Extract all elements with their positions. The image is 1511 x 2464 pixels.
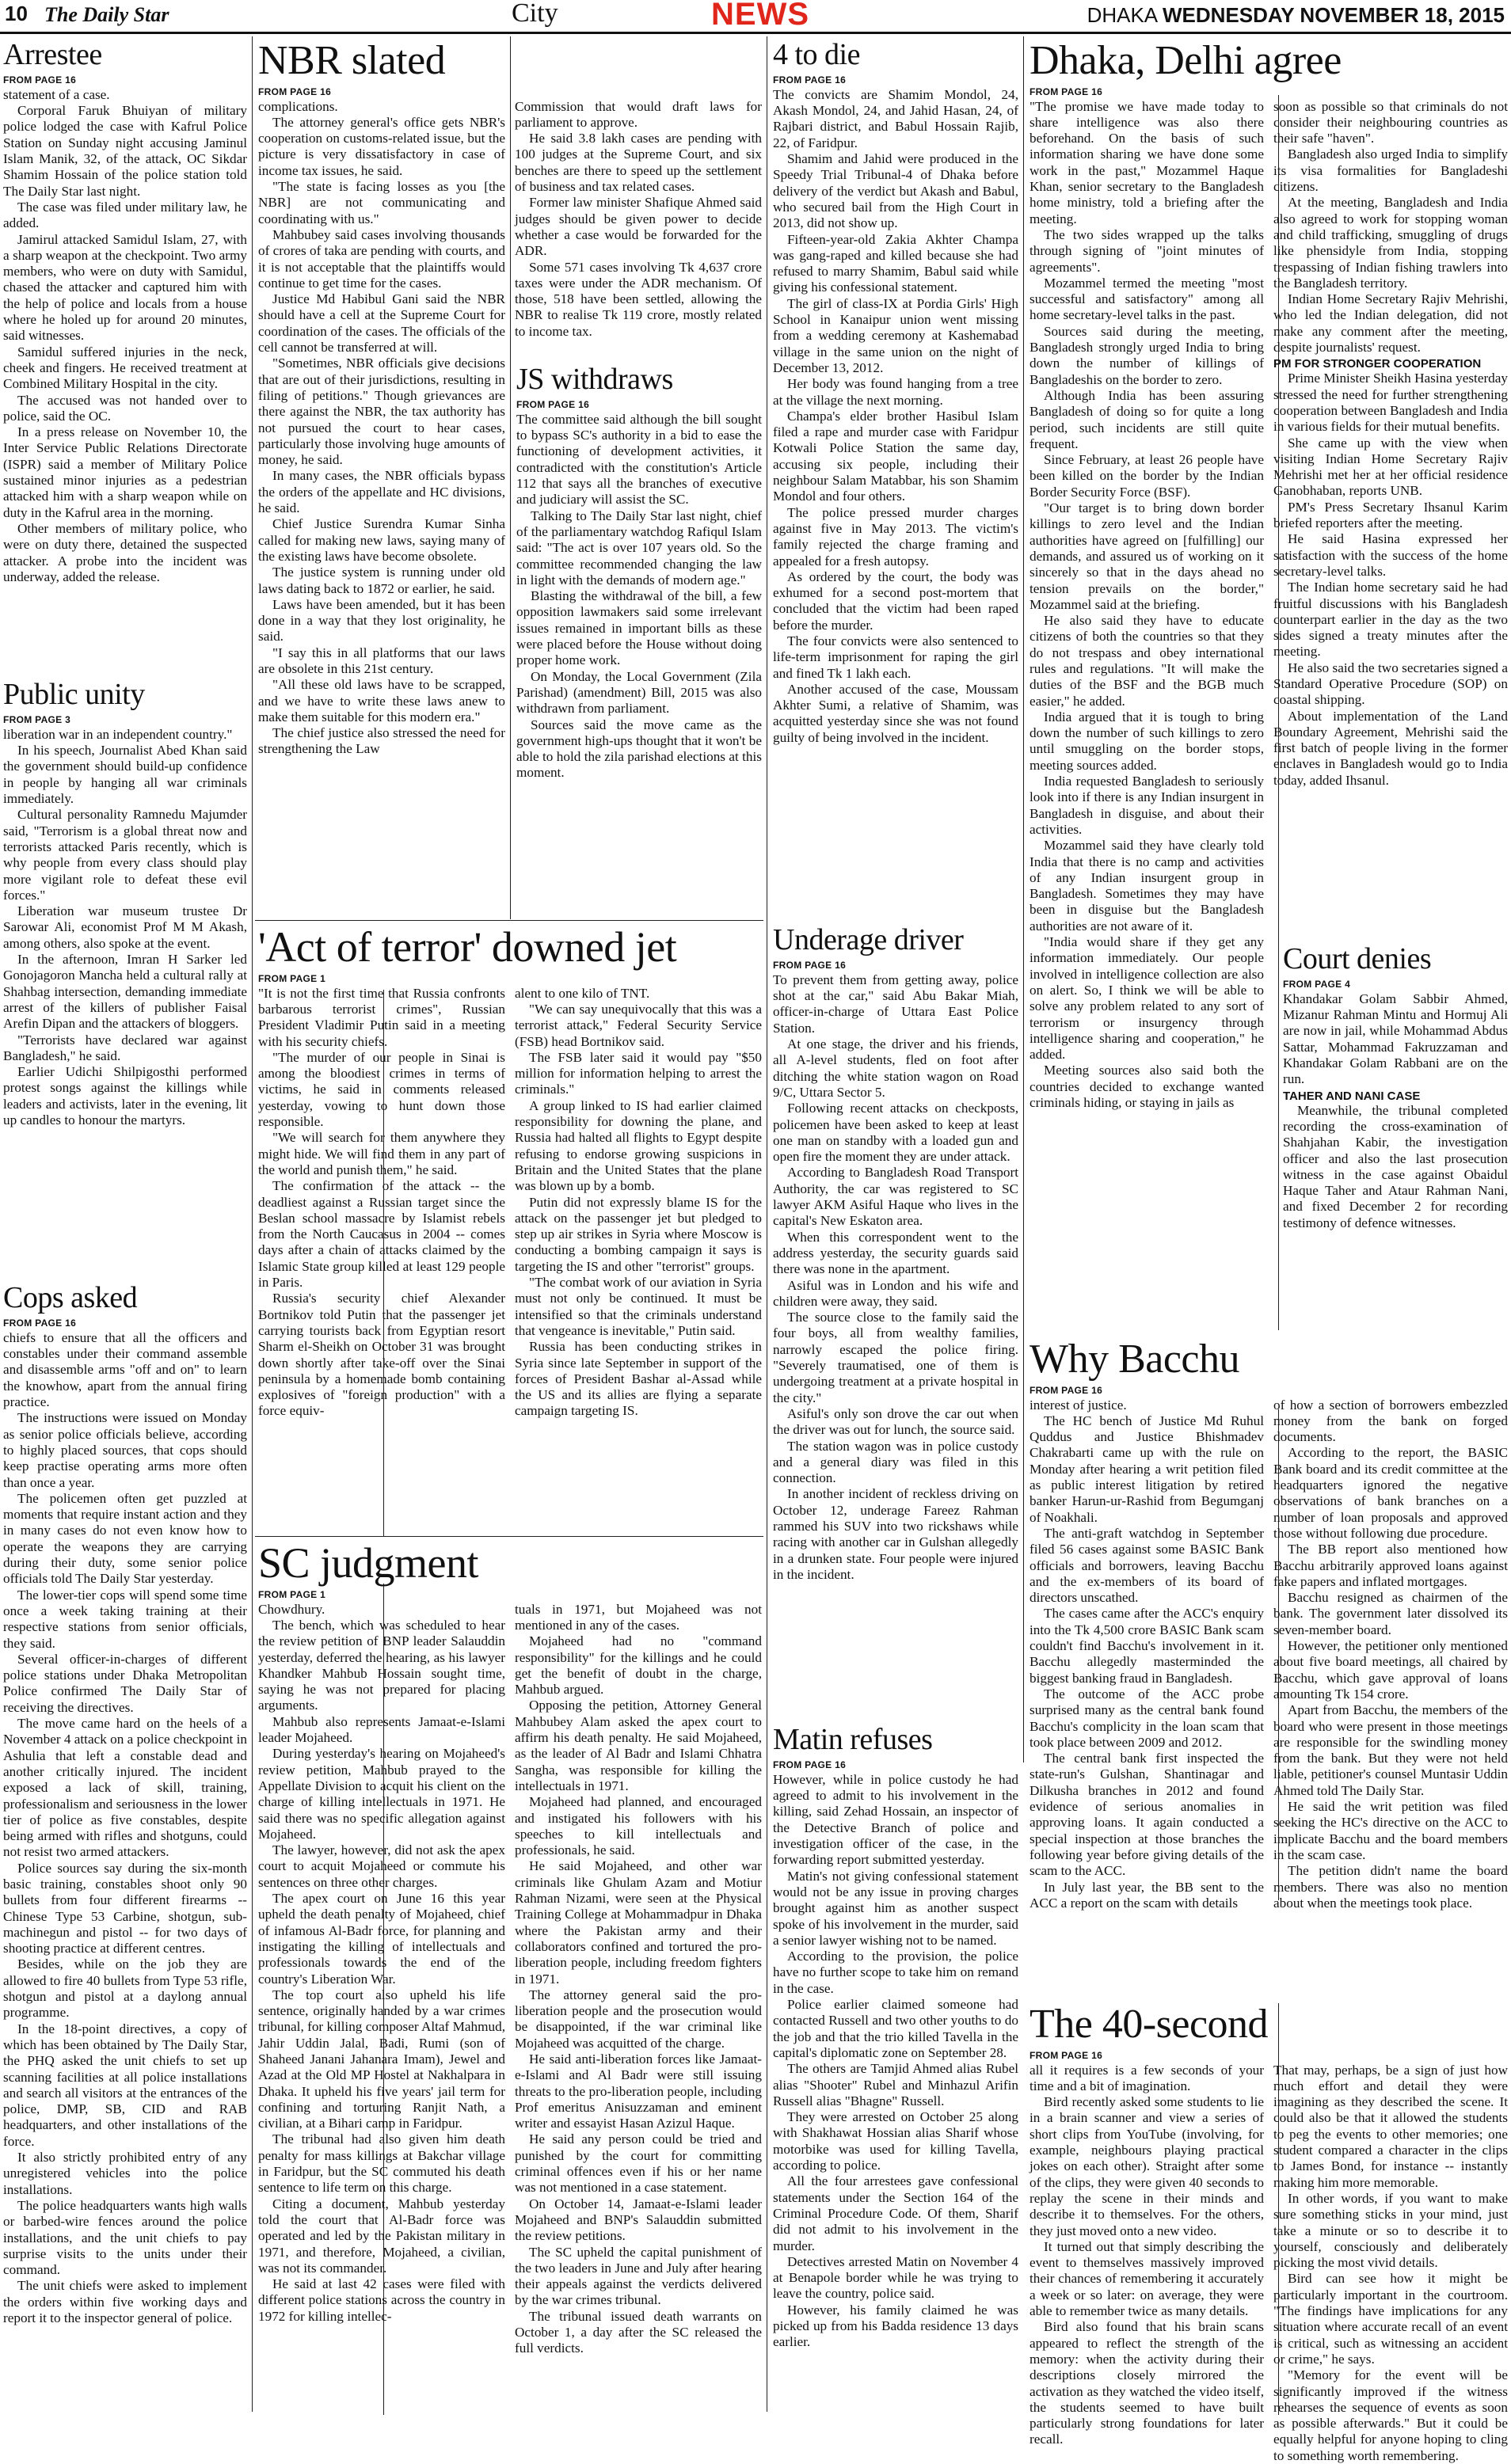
paragraph: The case was filed under military law, he added. [3, 199, 247, 231]
story-body [1030, 1397, 1508, 1912]
paragraph: Although India has been assuring Bangladesh of doing so for quite a long period, such incidents are still quite frequent. [1030, 387, 1264, 451]
jump-line: FROM PAGE 16 [3, 1317, 77, 1329]
paragraph: Earlier Udichi Shilpigosthi performed protest songs against the killings while leaders and activists, later in the evening, lit up candles to honour the martyrs. [3, 1064, 247, 1128]
paragraph: The petition didn't name the board members. There was also no mention about when the meetings took place. [1273, 1863, 1508, 1911]
paragraph: The four convicts were also sentenced to life-term imprisonment for raping the girl and fined Tk 1 lakh each. [773, 633, 1018, 681]
paragraph: He said Mojaheed, and other war criminals like Ghulam Azam and Motiur Rahman Nizami, were seen at the Physical Training College at Mohammadpur in Dhaka where the Pakistan army and their collaborators confined and tortured the pro-liberation people, including freedom fighters in 1971. [515, 1858, 762, 1987]
paragraph: Indian Home Secretary Rajiv Mehrishi, who led the Indian delegation, did not make any comment after the meeting, despite journalists' request. [1273, 291, 1508, 356]
headline: Cops asked [3, 1281, 138, 1314]
headline: JS withdraws [516, 363, 673, 396]
paragraph: The girl of class-IX at Pordia Girls' High School in Kanaipur union went missing from a wedding ceremony at Kashemabad village in the same union on the night of December 13, 2012. [773, 295, 1018, 375]
paragraph: According to the provision, the police have no further scope to take him on remand in the case. [773, 1949, 1018, 1996]
paragraph: During yesterday's hearing on Mojaheed's review petition, Mahbub prayed to the Appellate Division to acquit his client on the charge of killing intellectuals in 1971. He said there was no specific allegation against Mojaheed. [258, 1746, 505, 1842]
paragraph: Cultural personality Ramnedu Majumder said, "Terrorism is a global threat now and terrorists attacked Paris recently, which is why people from every class should play more vigilant role to defeat these evil forces." [3, 807, 247, 903]
text-column [773, 972, 1018, 1583]
column-rule [252, 36, 253, 2412]
dateline-city: DHAKA [1087, 3, 1157, 27]
story-arrestee [3, 40, 247, 673]
story-court-denies [1283, 944, 1508, 1332]
paragraph: "Terrorists have declared war against Bangladesh," he said. [3, 1032, 247, 1063]
headline: Why Bacchu [1030, 1337, 1240, 1382]
story-body [773, 87, 1018, 746]
paragraph: The HC bench of Justice Md Ruhul Quddus and Justice Bhishmadev Chakrabarti came up with the rule on Monday after hearing a writ petition filed as public interest litigation by retired banker Harun-ur-Rashid from Begumganj of Noakhali. [1030, 1413, 1264, 1525]
paragraph: About implementation of the Land Boundary Agreement, Mehrishi said the first batch of people living in the former enclaves in Bangladesh would go to India today, added Ihsanul. [1273, 708, 1508, 788]
story-public-unity [3, 679, 247, 1278]
paragraph: In a press release on November 10, the Inter Service Public Relations Directorate (ISPR) said a member of Military Police sustained minor injuries as a pedestrian attacked him with a sharp weapon while on duty in the Kafrul area in the morning. [3, 424, 247, 520]
jump-line: FROM PAGE 16 [1030, 86, 1103, 97]
paragraph: According to the report, the BASIC Bank board and its credit committee at the headquarters ignored the negative observations of bank branches on a number of loan proposals and approved those without following due procedure. [1273, 1445, 1508, 1541]
story-js-withdraws [516, 364, 762, 918]
paragraph: However, his family claimed he was picked up from his Badda residence 13 days earlier. [773, 2302, 1018, 2350]
story-why-bacchu [1030, 1338, 1508, 1995]
paragraph: According to Bangladesh Road Transport Authority, the car was registered to SC lawyer AKM Asiful Haque who lives in the capital's New Eskaton area. [773, 1165, 1018, 1229]
jump-line: FROM PAGE 16 [516, 398, 590, 410]
paragraph: The chief justice also stressed the need for strengthening the Law [258, 725, 505, 757]
paragraph: When this correspondent went to the address yesterday, the security guards said there was none in the apartment. [773, 1229, 1018, 1277]
paragraph: He said Hasina expressed her satisfaction with the success of the home secretary-level talks. [1273, 531, 1508, 579]
headline: Court denies [1283, 942, 1432, 975]
paragraph: Sources said during the meeting, Bangladesh strongly urged India to bring down the number of killings of Bangladeshis on the border to zero. [1030, 323, 1264, 387]
paragraph: Prime Minister Sheikh Hasina yesterday stressed the need for further strengthening cooperation between Bangladesh and India in various fields for their mutual benefits. [1273, 371, 1508, 435]
paragraph: Russia has been conducting strikes in Syria since late September in support of the forces of President Bashar al-Assad while the US and its allies are flying a separate campaign targeting IS. [515, 1339, 762, 1419]
text-column [258, 99, 505, 758]
paragraph: Opposing the petition, Attorney General Mahbubey Alam asked the apex court to affirm his death penalty. He said Mojaheed, as the leader of Al Badr and Islami Chhatra Sangha, was responsible for killing the intellectuals in 1971. [515, 1698, 762, 1793]
paragraph: all it requires is a few seconds of your time and a bit of imagination. [1030, 2062, 1264, 2093]
paragraph: The apex court on June 16 this year upheld the death penalty of Mojaheed, chief of infamous Al-Badr force, for planning and instigating the killing of intellectuals and professionals towards the end of the country's Liberation War. [258, 1891, 505, 1987]
paragraph: Asiful's only son drove the car out when the driver was out for lunch, the source said. [773, 1405, 1018, 1438]
paragraph: The policemen often get puzzled at moments that require instant action and they in many cases do not even know how to operate the weapons they are carrying during their duty, some senior police officials told The Daily Star yesterday. [3, 1490, 247, 1587]
paragraph: Meanwhile, the tribunal completed recording the cross-examination of Shahjahan Kabir, the investigation officer and also the last prosecution witness in the case against Obaidul Haque Taher and Ataur Rahman Nani, and fixed December 2 for recording testimony of defence witnesses. [1283, 1102, 1508, 1230]
paragraph: The station wagon was in police custody and a general diary was filed in this connection. [773, 1438, 1018, 1486]
paragraph: The attorney general said the pro-liberation people and the prosecution would be disappointed, if the war criminal like Mojaheed was acquitted of the charge. [515, 1987, 762, 2051]
story-body [3, 1330, 247, 2326]
paragraph: India requested Bangladesh to seriously look into if there is any Indian insurgent in Bangladesh in disguise, and about their activities. [1030, 774, 1264, 837]
paragraph: The attorney general's office gets NBR's cooperation on customs-related issue, but the picture is very dissatisfactory in case of income tax issues, he said. [258, 114, 505, 178]
paragraph: Some 571 cases involving Tk 4,637 crore taxes were under the ADR mechanism. Of those, 518 have been settled, allowing the NBR to realise Tk 119 crore, mostly related to income tax. [515, 259, 762, 339]
paragraph: The Indian home secretary said he had fruitful discussions with his Bangladesh counterpart earlier in the day as the two sides signed a treaty minutes after the meeting. [1273, 580, 1508, 660]
paragraph: Besides, while on the job they are allowed to fire 40 bullets from Type 53 rifle, shotgun and pistol at a daylong annual programme. [3, 1956, 247, 2021]
text-column [1273, 1397, 1508, 1912]
paragraph: Putin did not expressly blame IS for the attack on the passenger jet but pledged to step up air strikes in Syria where Moscow is conducting a bombing campaign it says is targeting the IS and other "terrorist" groups. [515, 1194, 762, 1274]
paragraph: The SC upheld the capital punishment of the two leaders in June and July after hearing their appeals against the verdicts delivered by the war crimes tribunal. [515, 2244, 762, 2308]
paragraph: To prevent them from getting away, police shot at the car," said Abu Bakar Miah, officer-in-charge of Uttara East Police Station. [773, 972, 1018, 1036]
paragraph: "India would share if they get any information immediately. Our people involved in intelligence collection are also on alert. So, I think we will be able to solve any problem related to any sort of terrorism or insurgency through intelligence sharing and cooperation," he added. [1030, 934, 1264, 1063]
paragraph: A group linked to IS had earlier claimed responsibility for downing the plane, and Russia had halted all flights to Egypt despite refusing to endorse growing suspicions in Britain and the United States that the plane was blown up by a bomb. [515, 1097, 762, 1194]
paragraph: Detectives arrested Matin on November 4 at Benapole border while he was trying to leave the country, police said. [773, 2253, 1018, 2302]
paragraph: In many cases, the NBR officials bypass the orders of the appellate and HC divisions, he said. [258, 468, 505, 516]
paragraph: On Monday, the Local Government (Zila Parishad) (amendment) Bill, 2015 was also withdrawn from parliament. [516, 668, 762, 717]
paragraph: The confirmation of the attack -- the deadliest against a Russian target since the Beslan school massacre by Islamist rebels from the North Caucasus in 2004 -- comes days after a chain of attacks claimed by the Islamic State group killed at least 129 people in Paris. [258, 1178, 505, 1291]
jump-line: FROM PAGE 4 [1283, 978, 1351, 990]
paragraph: The instructions were issued on Monday as senior police officials believe, according to highly placed sources, that cops should keep practise operating arms more often than once a year. [3, 1410, 247, 1490]
paragraph: "The combat work of our aviation in Syria must not only be continued. It must be intensified so that the criminals understand that vengeance is inevitable," Putin said. [515, 1275, 762, 1338]
paragraph: Several officer-in-charges of different police stations under Dhaka Metropolitan Police confirmed The Daily Star of receiving the directives. [3, 1651, 247, 1715]
paragraph: "We can say unequivocally that this was a terrorist attack," Federal Security Service (FSB) head Bortnikov said. [515, 1001, 762, 1049]
paragraph: The tribunal had also given him death penalty for mass killings at Bakchar village in Faridpur, but the SC commuted his death sentence to life term on this charge. [258, 2131, 505, 2196]
paragraph: "I say this in all platforms that our laws are obsolete in this 21st century. [258, 645, 505, 676]
paragraph: "We will search for them anywhere they might hide. We will find them in any part of the world and punish them," he said. [258, 1130, 505, 1177]
paragraph: It turned out that simply describing the event to themselves massively improved their chances of remembering it accurately a week or so later: on average, they were able to remember twice as many details. [1030, 2238, 1264, 2319]
paragraph: The lower-tier cops will spend some time once a week taking training at their respective stations from senior officials, they said. [3, 1587, 247, 1651]
paragraph: In his speech, Journalist Abed Khan said the government should build-up confidence in people by hanging all war criminals immediately. [3, 743, 247, 807]
text-column [773, 87, 1018, 746]
column-rule [1023, 36, 1024, 1762]
paragraph: Mahbubey said cases involving thousands of crores of taka are pending with courts, and it is not acceptable that the plaintiffs would continue to get time for the cases. [258, 226, 505, 291]
paragraph: "The murder of our people in Sinai is among the bloodiest crimes in terms of victims, he said in comments released yesterday, vowing to hunt down those responsible. [258, 1049, 505, 1130]
paragraph: Russia's security chief Alexander Bortnikov told Putin that the passenger jet carrying tourists back from Egyptian resort Sharm el-Sheikh on October 31 was brought down shortly after take-off over the Sinai peninsula by a homemade bomb containing explosives of "foreign production" with a force equiv- [258, 1291, 505, 1419]
paragraph: liberation war in an independent country." [3, 726, 233, 742]
paragraph: PM's Press Secretary Ihsanul Karim briefed reporters after the meeting. [1273, 499, 1508, 531]
story-matin-refuses [773, 1724, 1018, 2415]
story-cops-asked [3, 1283, 247, 2415]
paragraph: "The promise we have made today to share intelligence was also there beforehand. On the basis of such information sharing we have done some work in the past," Mozammel Haque Khan, senior secretary to the Bangladesh home ministry, told a briefing after the meeting. [1030, 98, 1264, 226]
paragraph: The unit chiefs were asked to implement the orders within five working days and report it to the inspector general of police. [3, 2278, 247, 2325]
paragraph: The bench, which was scheduled to hear the review petition of BNP leader Salauddin yesterday, deferred the hearing, as his lawyer Khandker Mahbub Hossain sought time, saying he was not prepared for placing arguments. [258, 1617, 505, 1713]
paragraph: soon as possible so that criminals do not consider their neighbouring countries as their safe "haven". [1273, 98, 1508, 146]
paragraph: Police sources say during the six-month basic training, constables shoot only 90 bullets from four different firearms -- Chinese Type 53 Carbine, shotgun, sub-machinegun and pistol -- for two days of shooting practice at different centres. [3, 1860, 247, 1956]
paragraph: "Memory for the event will be significantly improved if the witness rehearses the sequence of events as soon as possible afterwards." But it could be equally helpful for anyone hoping to cling to something worth remembering. [1273, 2367, 1508, 2463]
headline: The 40-second [1030, 2002, 1269, 2047]
paragraph: In the afternoon, Imran H Sarker led Gonojagoron Mancha held a cultural rally at Shahbag intersection, demanding immediate arrest of the killers of publisher Faisal Arefin Dipan and the attackers of bloggers. [3, 952, 247, 1032]
paragraph: He said anti-liberation forces like Jamaat-e-Islami and Al Badr were still issuing threats to the pro-liberation people, including Prof emeritus Anisuzzaman and eminent writer and essayist Hasan Azizul Haque. [515, 2051, 762, 2131]
paragraph: In another incident of reckless driving on October 12, underage Fareez Rahman rammed his SUV into two rickshaws while racing with another car in Gulshan allegedly in a drunken state. Four people were injured in the incident. [773, 1486, 1018, 1582]
story-divider [255, 920, 763, 921]
paragraph: "The state is facing losses as you [the NBR] are not communicating and coordinating with us." [258, 179, 505, 226]
paragraph: Blasting the withdrawal of the bill, a few opposition lawmakers said some irrelevant issues remained in important bills as these were placed before the House without doing proper home work. [516, 588, 762, 668]
paragraph: Mozammel said they have clearly told India that there is no camp and activities of any Indian insurgent group in Bangladesh. Sometimes they may have been in disguise but the Bangladesh authorities are not aware of it. [1030, 838, 1264, 934]
paragraph: statement of a case. [3, 86, 110, 102]
story-body [258, 986, 762, 1420]
text-column [515, 1602, 762, 2357]
paragraph: The central bank first inspected the state-run's Gulshan, Shantinagar and Dilkusha branches in 2012 and found evidence of serious anomalies in approving loans. It again conducted a special inspection at those branches the following year before giving details of the scam to the ACC. [1030, 1751, 1264, 1879]
paragraph: The police pressed murder charges against five in May 2013. The victim's family rejected the charge framing and appealed for a fresh autopsy. [773, 504, 1018, 568]
paragraph: Matin's not giving confessional statement would not be any issue in proving charges brought against him as another suspect spoke of his involvement in the murder, said a senior lawyer wishing not to be named. [773, 1868, 1018, 1948]
headline: 4 to die [773, 38, 860, 71]
jump-line: FROM PAGE 16 [773, 1759, 847, 1770]
paragraph: Citing a document, Mahbub yesterday told the court that Al-Badr force was operated and led by the Pakistan military in 1971, and therefore, Mojaheed, a civilian, was not its commander. [258, 2196, 505, 2276]
paragraph: Chief Justice Surendra Kumar Sinha called for making new laws, saying many of the existing laws have become obsolete. [258, 516, 505, 564]
jump-line: FROM PAGE 16 [773, 959, 847, 971]
paragraph: Talking to The Daily Star last night, chief of the parliamentary watchdog Rafiqul Islam said: "The act is over 107 years old. So the committee recommended changing the law in light with the demands of modern age." [516, 508, 762, 587]
story-underage-driver [773, 925, 1018, 1717]
headline: Public unity [3, 678, 145, 711]
headline: Dhaka, Delhi agree [1030, 38, 1342, 83]
story-body [516, 412, 762, 781]
paragraph: "All these old laws have to be scrapped, and we have to write these laws anew to make them suitable for this modern era." [258, 677, 505, 724]
paragraph: The anti-graft watchdog in September filed 56 cases against some BASIC Bank officials and borrowers, leaving Bacchu and the ex-members of its board of directors unscathed. [1030, 1525, 1264, 1606]
paragraph: Police earlier claimed someone had contacted Russell and two other youths to do the job and that the trio killed Tavella in the capital's diplomatic zone on September 28. [773, 1997, 1018, 2060]
paragraph: Since February, at least 26 people have been killed on the border by the Indian Border Security Force (BSF). [1030, 452, 1264, 500]
paragraph: It also strictly prohibited entry of any unregistered vehicles into the police installations. [3, 2150, 247, 2197]
paragraph: As ordered by the court, the body was exhumed for a second post-mortem that concluded that the victim had been raped before the murder. [773, 568, 1018, 633]
story-body [1283, 991, 1508, 1231]
paragraph: Commission that would draft laws for parliament to approve. [515, 98, 762, 130]
paragraph: Bangladesh also urged India to simplify its visa formalities for Bangladeshi citizens. [1273, 146, 1508, 195]
text-column [1030, 99, 1264, 1112]
jump-line: FROM PAGE 16 [1030, 2049, 1103, 2061]
paragraph: Jamirul attacked Samidul Islam, 27, with a sharp weapon at the checkpoint. Two army members, who were on duty with Samidul, chased the attacker and captured him with the help of police and locals from a house where he holed up for around 20 minutes, said witnesses. [3, 231, 247, 344]
paragraph: However, while in police custody he had agreed to admit to his involvement in the killing, said Zehad Hossain, an inspector of the Detective Branch of police and investigation officer of the case, in the forwarding report submitted yesterday. [773, 1771, 1018, 1868]
paragraph: Bird can see how it might be particularly important in the courtroom. "The findings have implications for any situation where accurate recall of an event is critical, such as witnessing an accident or crime," he says. [1273, 2271, 1508, 2367]
text-column [258, 1602, 505, 2357]
paragraph: The tribunal issued death warrants on October 1, a day after the SC released the full verdicts. [515, 2308, 762, 2356]
story-body [1030, 2063, 1508, 2464]
paragraph: He said the writ petition was filed seeking the HC's directive on the ACC to implicate Bacchu and the board members in the scam case. [1273, 1799, 1508, 1862]
paragraph: The committee said although the bill sought to bypass SC's authority in a bid to ease the functioning of development activities, it contradicted with the constitution's Article 112 that says all the branches of executive and judiciary will assist the SC. [516, 411, 762, 508]
story-body [258, 1602, 762, 2357]
paragraph: The others are Tamjid Ahmed alias Rubel alias "Shooter" Rubel and Minhazul Arifin Russell alias "Bhagne" Russell. [773, 2061, 1018, 2108]
paragraph: She came up with the view when visiting Indian Home Secretary Rajiv Mehrishi met her at her official residence Ganobhaban, reports UNB. [1273, 435, 1508, 499]
text-column [3, 1330, 247, 2326]
paragraph: Meeting sources also said both the countries decided to exchange wanted criminals hiding, or staying in jails as [1030, 1063, 1264, 1110]
paragraph: complications. [258, 98, 338, 114]
paragraph: Bird also found that his brain scans appeared to reflect the strength of the memory: when the activity during their descriptions closely mirrored the activation as they watched the video itself, the students seemed to have built particularly strong foundations for later recall. [1030, 2319, 1264, 2447]
paragraph: At one stage, the driver and his friends, all A-level students, fled on foot after ditching the white station wagon on Road 9/C, Uttara Sector 5. [773, 1036, 1018, 1100]
paragraph: Laws have been amended, but it has been done in a way that they lost originality, he said. [258, 596, 505, 645]
paragraph: In July last year, the BB sent to the ACC a report on the scam with details [1030, 1879, 1264, 1911]
jump-line: FROM PAGE 16 [1030, 1384, 1103, 1396]
paragraph: All the four arrestees gave confessional statements under the Section 164 of the Criminal Procedure Code. Of them, Sharif did not admit to his involvement in the murder. [773, 2173, 1018, 2253]
paragraph: The outcome of the ACC probe surprised many as the central bank found Bacchu's complicity in the loan scam that took place between 2009 and 2012. [1030, 1686, 1264, 1750]
paragraph: The move came hard on the heels of a November 4 attack on a police checkpoint in Ashulia that left a constable dead and another critically injured. The incident exposed a lack of skill, training, professionalism and seriousness in the lower tier of police as five constables, despite being armed with rifles and shotguns, could not resist two armed attackers. [3, 1716, 247, 1860]
paragraph: Apart from Bacchu, the members of the board who were present in those meetings are responsible for the swindling money from the bank. But they were not held liable, petitioner's counsel Muntasir Uddin Ahmed told The Daily Star. [1273, 1702, 1508, 1798]
story-body [773, 972, 1018, 1583]
paragraph: The two sides wrapped up the talks through signing of "joint minutes of agreements". [1030, 226, 1264, 275]
paragraph: They were arrested on October 25 along with Shakhawat Hossian alias Sharif whose motorbike was used for killing Tavella, according to police. [773, 2109, 1018, 2173]
masthead: The Daily Star [44, 3, 169, 26]
paragraph: Former law minister Shafique Ahmed said judges should be given power to decide whether a case would be forwarded for the ADR. [515, 195, 762, 259]
section-label: NEWS [711, 0, 809, 32]
paragraph: India argued that it is tough to bring down the number of such killings to zero until smuggling on the border stops, meeting sources added. [1030, 709, 1264, 773]
story-body [3, 87, 247, 585]
text-column [773, 1772, 1018, 2351]
paragraph: Mahbub also represents Jamaat-e-Islami leader Mojaheed. [258, 1713, 505, 1746]
text-column [258, 986, 505, 1420]
paragraph: He said 3.8 lakh cases are pending with 100 judges at the Supreme Court, and six benches are there to speed up the settlement of business and tax related cases. [515, 131, 762, 195]
paragraph: Asiful was in London and his wife and children were away, they said. [773, 1277, 1018, 1309]
story-forty-second [1030, 2002, 1508, 2463]
text-column [516, 412, 762, 781]
text-column [1030, 2063, 1264, 2464]
subheading: PM FOR STRONGER COOPERATION [1273, 357, 1482, 371]
paragraph: In other words, if you want to make sure something sticks in your mind, just take a minute or so to describe it to yourself, consciously and deliberately picking the most vivid details. [1273, 2190, 1508, 2271]
jump-line: FROM PAGE 1 [258, 1588, 326, 1600]
paragraph: The convicts are Shamim Mondol, 24, Akash Mondol, 24, and Jahid Hasan, 24, of Rajbari district, and Babul Hossain Rajib, 22, of Faridpur. [773, 86, 1018, 150]
paragraph: of how a section of borrowers embezzled money from the bank on forged documents. [1273, 1397, 1508, 1445]
text-column [3, 87, 247, 585]
paragraph: The top court also upheld his life sentence, originally handed by a war crimes tribunal, for killing composer Altaf Mahmud, Jahir Uddin Jalal, Badi, Rumi (son of Shaheed Janani Jahanara Imam), Jewel and Azad at the Old MP Hostel at Nakhalpara in Dhaka. It upheld his five years' jail term for confining and torturing Ranjit Nath, a civilian, at a Bihari camp in Faridpur. [258, 1987, 505, 2131]
headline: Arrestee [3, 38, 102, 71]
paragraph: Chowdhury. [258, 1601, 325, 1617]
paragraph: Bird recently asked some students to lie in a brain scanner and view a series of short clips from YouTube (involving, for example, neighbours playing practical jokes on each other). Straight after some of the clips, they were given 40 seconds to replay the scene in their minds and describe it to themselves. For the others, they just moved onto a new video. [1030, 2094, 1264, 2238]
headline: NBR slated [258, 38, 446, 83]
paragraph: He also said the two secretaries signed a Standard Operative Procedure (SOP) on coastal shipping. [1273, 660, 1508, 708]
paragraph: In the 18-point directives, a copy of which has been obtained by The Daily Star, the PHQ asked the unit chiefs to set up scanning facilities at all police installations and search all visitors at the entrances of the police, DMP, SB, CID and RAB headquarters, and other installations of the force. [3, 2021, 247, 2149]
headline: SC judgment [258, 1539, 479, 1587]
paragraph: Justice Md Habibul Gani said the NBR should have a cell at the Supreme Court for coordination of the cases. The officials of the cell cannot be transferred at will. [258, 291, 505, 356]
text-column [515, 986, 762, 1420]
page-header [0, 0, 1511, 34]
section-name: City [512, 0, 558, 28]
subheading: TAHER AND NANI CASE [1283, 1089, 1421, 1103]
jump-line: FROM PAGE 1 [258, 972, 326, 984]
text-column [1030, 1397, 1264, 1912]
story-sc-judgment [258, 1541, 762, 2415]
paragraph: Mojaheed had planned, and encouraged and instigated his followers with his speeches to kill intellectuals and professionals, he said. [515, 1794, 762, 1858]
paragraph: The FSB later said it would pay "$50 million for information helping to arrest the criminals." [515, 1049, 762, 1097]
text-column [1283, 991, 1508, 1231]
paragraph: alent to one kilo of TNT. [515, 985, 650, 1001]
headline: 'Act of terror' downed jet [258, 923, 677, 971]
paragraph: Liberation war museum trustee Dr Sarowar Ali, economist Prof M M Akash, among others, also spoke at the event. [3, 903, 247, 951]
story-body [3, 727, 247, 1128]
paragraph: Other members of military police, who were on duty there, detained the suspected attacker. A probe into the incident was underway, added the release. [3, 520, 247, 584]
paragraph: Fifteen-year-old Zakia Akhter Champa was gang-raped and killed because she had refused to marry Shamim, Babul said while giving his confessional statement. [773, 231, 1018, 295]
paragraph: However, the petitioner only mentioned about five board meetings, all chaired by Bacchu, which gave approval of loans amounting Tk 154 crore. [1273, 1638, 1508, 1702]
paragraph: Corporal Faruk Bhuiyan of military police lodged the case with Kafrul Police Station on Sunday night accusing Jaminul Islam Manik, 32, of the attack, OC Sikdar Shamim Hossain of the police station told The Daily Star last night. [3, 103, 247, 199]
paragraph: Champa's elder brother Hasibul Islam filed a rape and murder case with Faridpur Kotwali Police Station the same day, accusing six people, including their neighbour Salam Matabbar, his son Shamim Mondol and four others. [773, 408, 1018, 504]
paragraph: He said at last 42 cases were filed with different police stations across the country in 1972 for killing intellec- [258, 2276, 505, 2324]
paragraph: Mojaheed had no "command responsibility" for the killings and he could get the benefit of doubt in the charge, Mahbub argued. [515, 1633, 762, 1698]
paragraph: Another accused of the case, Moussam Akhter Sumi, a relative of Shamim, was acquitted yesterday since she was not found guilty of being involved in the incident. [773, 681, 1018, 745]
paragraph: interest of justice. [1030, 1397, 1127, 1413]
text-column [1273, 2063, 1508, 2464]
headline: Underage driver [773, 923, 964, 956]
headline: Matin refuses [773, 1723, 933, 1756]
paragraph: "It is not the first time that Russia confronts barbarous terrorist crimes", Russian President Vladimir Putin said in a meeting with his security chiefs. [258, 985, 505, 1049]
paragraph: The cases came after the ACC's enquiry into the Tk 4,500 crore BASIC Bank scam couldn't find Bacchu's involvement in it. Bacchu allegedly masterminded the biggest banking fraud in Bangladesh. [1030, 1606, 1264, 1686]
paragraph: Following recent attacks on checkposts, policemen have been asked to keep at least one man on standby with a loaded gun and open fire the moment they are under attack. [773, 1101, 1018, 1165]
paragraph: He said any person could be tried and punished by the court for committing criminal offences even if his or her name was not mentioned in a case statement. [515, 2131, 762, 2196]
dateline-date: WEDNESDAY NOVEMBER 18, 2015 [1162, 3, 1505, 27]
paragraph: Bacchu resigned as chairmen of the bank. The government later dissolved its seven-member board. [1273, 1590, 1508, 1637]
paragraph: On October 14, Jamaat-e-Islami leader Mojaheed and BNP's Salauddin submitted the review petitions. [515, 2196, 762, 2244]
paragraph: That may, perhaps, be a sign of just how much effort and detail they were imagining as they described the scene. It could also be that it allowed the students to peg the events to other memories; one student compared a character in the clips to James Bond, for instance -- instantly making him more memorable. [1273, 2062, 1508, 2190]
paragraph: "Sometimes, NBR officials give decisions that are out of their jurisdictions, resulting in filing of petitions." Though grievances are there against the NBR, the tax authority has not pursued the court to hear cases, particularly those involving huge amounts of money, he said. [258, 356, 505, 468]
paragraph: Samidul suffered injuries in the neck, cheek and fingers. He received treatment at Combined Military Hospital in the city. [3, 344, 247, 392]
jump-line: FROM PAGE 3 [3, 713, 71, 725]
story-four-to-die [773, 40, 1018, 918]
paragraph: Khandakar Golam Sabbir Ahmed, Mizanur Rahman Mintu and Hormuj Ali are now in jail, while Mohammad Abdus Sattar, Mohammad Fakruzzaman and Khandakar Golam Rabbani are on the run. [1283, 991, 1508, 1087]
jump-line: FROM PAGE 16 [258, 86, 332, 97]
paragraph: tuals in 1971, but Mojaheed was not mentioned in any of the cases. [515, 1601, 762, 1633]
paragraph: The lawyer, however, did not ask the apex court to acquit Mojaheed or commute his sentences on three other charges. [258, 1842, 505, 1890]
dateline [1087, 3, 1505, 28]
story-act-of-terror [258, 925, 762, 1534]
paragraph: The source close to the family said the four boys, all from wealthy families, narrowly escaped the police firing. "Severely traumatised, one of them is undergoing treatment at a private hospital in the city." [773, 1310, 1018, 1405]
paragraph: Shamim and Jahid were produced in the Speedy Trial Tribunal-4 of Dhaka before delivery of the verdict but Akash and Babul, who secured bail from the High Court in 2013, did not show up. [773, 151, 1018, 231]
paragraph: The accused was not handed over to police, said the OC. [3, 392, 247, 424]
paragraph: "Our target is to bring down border killings to zero level and the Indian authorities have agreed on [fulfilling] our demands, and assured us of working on it sincerely so that in the days ahead no tension prevails on the border," Mozammel said at the briefing. [1030, 500, 1264, 612]
story-divider [255, 1536, 763, 1537]
paragraph: At the meeting, Bangladesh and India also agreed to work for stopping woman and child trafficking, smuggling of drugs like phensidyle from India, stopping trespassing of Indian fishing trawlers into the Bangladesh territory. [1273, 195, 1508, 291]
paragraph: chiefs to ensure that all the officers and constables under their command assemble and disassemble arms "off and on" to learn the knowhow, apart from the annual firing practice. [3, 1329, 247, 1410]
paragraph: The police headquarters wants high walls or barbed-wire fences around the police installations, and the unit chiefs to pay surprise visits to the units under their command. [3, 2197, 247, 2278]
paragraph: The BB report also mentioned how Bacchu arbitrarily approved loans against fake papers and inflated mortgages. [1273, 1542, 1508, 1589]
jump-line: FROM PAGE 16 [773, 74, 847, 86]
page-number: 10 [5, 2, 28, 25]
text-column [3, 727, 247, 1128]
paragraph: Her body was found hanging from a tree at the village the next morning. [773, 376, 1018, 408]
story-body [773, 1772, 1018, 2351]
jump-line: FROM PAGE 16 [3, 74, 77, 86]
paragraph: Mozammel termed the meeting "most successful and satisfactory" among all home secretary-level talks in the past. [1030, 275, 1264, 323]
paragraph: The justice system is running under old laws dating back to 1872 or earlier, he said. [258, 565, 505, 596]
paragraph: He also said they have to educate citizens of both the countries so that they do not trespass and obey international rules and regulations. "It will make the duties of the BSF and the BGB much easier," he added. [1030, 613, 1264, 709]
paragraph: Sources said the move came as the government high-ups thought that it won't be able to hold the zila parishad elections at this moment. [516, 717, 762, 781]
